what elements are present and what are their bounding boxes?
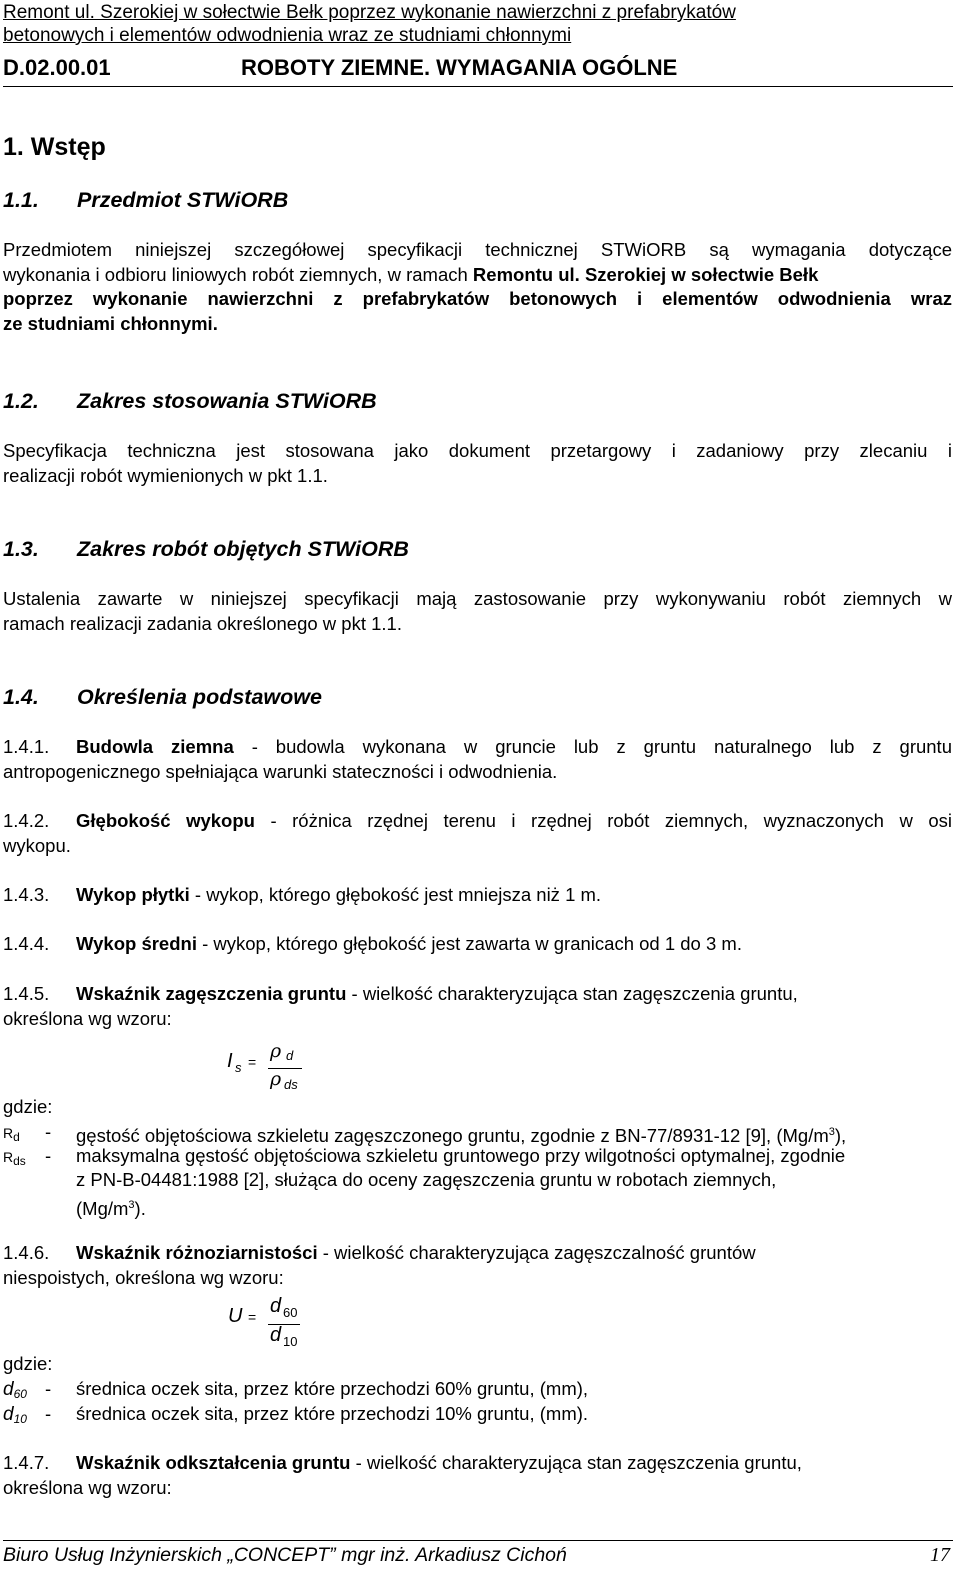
definition-wykop-sredni	[3, 932, 952, 957]
definition-wskaznik-odksztalcenia	[3, 1451, 952, 1500]
formula-uniformity-index	[0, 1295, 400, 1355]
defined-term: Wykop średni	[76, 933, 197, 954]
defined-term: Wykop płytki	[76, 884, 190, 905]
defined-term: Głębokość wykopu	[76, 810, 255, 831]
variable-description: średnica oczek sita, przez które przechodzi 10% gruntu, (mm).	[76, 1403, 589, 1424]
text-line: 1.4.6. Wskaźnik różnoziarnistości - wielkość charakteryzująca zagęszczalność gruntów	[3, 1242, 756, 1263]
defined-term: Budowla ziemna	[76, 736, 234, 757]
defined-term: Wskaźnik zagęszczenia gruntu	[76, 983, 347, 1004]
variable-description-line: maksymalna gęstość objętościowa szkieletu gruntowego przy wilgotności optymalnej, zgodnie	[76, 1145, 846, 1166]
formula-denominator-subscript: 10	[283, 1334, 298, 1349]
where-label: gdzie:	[3, 1353, 53, 1374]
text-line: Przedmiotem niniejszej szczegółowej specyfikacji technicznej STWiORB są wymagania dotyczące	[3, 239, 952, 260]
variable-description-line: $(Mg/m^3)$.	[76, 1198, 146, 1220]
header-title-line2: betonowych i elementów odwodnienia wraz ze studniami chłonnymi	[3, 25, 572, 46]
text-line: 1.4.5. Wskaźnik zagęszczenia gruntu - wielkość charakteryzująca stan zagęszczenia gruntu,	[3, 983, 798, 1004]
formula-equals: =	[248, 1054, 257, 1070]
formula-subscript: s	[235, 1060, 242, 1075]
footer-rule	[3, 1540, 953, 1541]
definition-glebokosc-wykopu	[3, 809, 952, 858]
definition-budowla-ziemna	[3, 735, 952, 784]
formula-compaction-index	[0, 1040, 400, 1096]
defined-term: Wskaźnik różnoziarnistości	[76, 1242, 318, 1263]
variable-dash: -	[45, 1378, 52, 1399]
formula-equals: =	[248, 1309, 257, 1325]
variable-description: średnica oczek sita, przez które przechodzi 60% gruntu, (mm),	[76, 1378, 589, 1399]
paragraph-zakres-stosowania	[3, 439, 952, 488]
text-line: ramach realizacji zadania określonego w pkt 1.1.	[3, 612, 402, 634]
text-line: poprzez wykonanie nawierzchni z prefabrykatów betonowych i elementów odwodnienia wraz	[3, 288, 952, 309]
header-rule	[3, 86, 953, 87]
formula-symbol: I	[227, 1050, 233, 1072]
formula-denominator: d	[270, 1324, 282, 1346]
formula-numerator-subscript: 60	[283, 1305, 298, 1320]
variable-description: gęstość objętościowa szkieletu zagęszczonego gruntu, zgodnie z BN-77/8931-12 [9], $(Mg/m^3)$,	[76, 1125, 847, 1147]
text-line: 1.4.4. Wykop średni - wykop, którego głębokość jest zawarta w granicach od 1 do 3 m.	[3, 933, 742, 954]
spec-code: D.02.00.01	[3, 55, 111, 80]
variable-symbol: Rd	[3, 1125, 20, 1144]
text-line: określona wg wzoru:	[3, 1476, 172, 1498]
formula-symbol: U	[228, 1305, 243, 1327]
footer-company: Biuro Usług Inżynierskich „CONCEPT” mgr inż. Arkadiusz Cichoń	[3, 1544, 567, 1566]
text-line: Ustalenia zawarte w niniejszej specyfikacji mają zastosowanie przy wykonywaniu robót ziemnych w	[3, 588, 952, 609]
text-line: 1.4.7. Wskaźnik odkształcenia gruntu - wielkość charakteryzująca stan zagęszczenia gruntu,	[3, 1452, 802, 1473]
definition-wykop-plytki	[3, 883, 952, 908]
text-line: określona wg wzoru:	[3, 1007, 172, 1029]
paragraph-zakres-robot	[3, 587, 952, 636]
variable-dash: -	[45, 1403, 52, 1424]
definition-wskaznik-roznoziarnistosci	[3, 1241, 952, 1290]
subsection-title: Zakres robót objętych STWiORB	[77, 537, 409, 561]
variable-symbol: d10	[3, 1404, 27, 1426]
formula-numerator: ρ	[270, 1040, 282, 1062]
definition-wskaznik-zageszczenia	[3, 982, 952, 1031]
subsection-title: Określenia podstawowe	[77, 685, 322, 709]
variable-dash: -	[45, 1145, 52, 1166]
where-label: gdzie:	[3, 1096, 53, 1117]
formula-denominator-subscript: ds	[284, 1077, 298, 1092]
text-line: 1.4.2. Głębokość wykopu - różnica rzędnej terenu i rzędnej robót ziemnych, wyznaczonych w osi	[3, 810, 952, 831]
variable-symbol: Rds	[3, 1149, 26, 1168]
section-heading: 1. Wstęp	[3, 133, 106, 161]
subsection-number: 1.1.	[3, 188, 39, 212]
formula-denominator: ρ	[270, 1068, 282, 1090]
text-line: wykonania i odbioru liniowych robót ziemnych, w ramach Remontu ul. Szerokiej w sołectwie Bełk	[3, 263, 819, 285]
paragraph-przedmiot	[3, 238, 952, 336]
variable-dash: -	[45, 1121, 52, 1142]
formula-numerator-subscript: d	[286, 1048, 294, 1063]
project-name: Remontu ul. Szerokiej w sołectwie Bełk	[472, 263, 819, 285]
header-title-line1: Remont ul. Szerokiej w sołectwie Bełk poprzez wykonanie nawierzchni z prefabrykatów	[3, 2, 736, 23]
subsection-title: Przedmiot STWiORB	[77, 188, 289, 212]
variable-symbol: d60	[3, 1379, 27, 1401]
section-title: ROBOTY ZIEMNE. WYMAGANIA OGÓLNE	[241, 55, 678, 80]
text-line: ze studniami chłonnymi.	[3, 312, 218, 334]
text-line: antropogenicznego spełniająca warunki stateczności i odwodnienia.	[3, 760, 558, 782]
subsection-number: 1.2.	[3, 389, 39, 413]
subsection-number: 1.3.	[3, 537, 39, 561]
text-line: Specyfikacja techniczna jest stosowana jako dokument przetargowy i zadaniowy przy zlecaniu i	[3, 440, 952, 461]
page-number: 17	[930, 1544, 950, 1566]
formula-numerator: d	[270, 1295, 282, 1317]
subsection-number: 1.4.	[3, 685, 39, 709]
variable-description-line: z PN-B-04481:1988 [2], służąca do oceny zagęszczenia gruntu w robotach ziemnych,	[76, 1169, 777, 1190]
text-line: niespoistych, określona wg wzoru:	[3, 1266, 284, 1288]
text-line: 1.4.1. Budowla ziemna - budowla wykonana w gruncie lub z gruntu naturalnego lub z gruntu	[3, 736, 952, 757]
text-line: 1.4.3. Wykop płytki - wykop, którego głębokość jest mniejsza niż 1 m.	[3, 884, 602, 905]
text-line: realizacji robót wymienionych w pkt 1.1.	[3, 464, 328, 486]
defined-term: Wskaźnik odkształcenia gruntu	[76, 1452, 351, 1473]
text-line: wykopu.	[3, 834, 71, 856]
subsection-title: Zakres stosowania STWiORB	[77, 389, 377, 413]
